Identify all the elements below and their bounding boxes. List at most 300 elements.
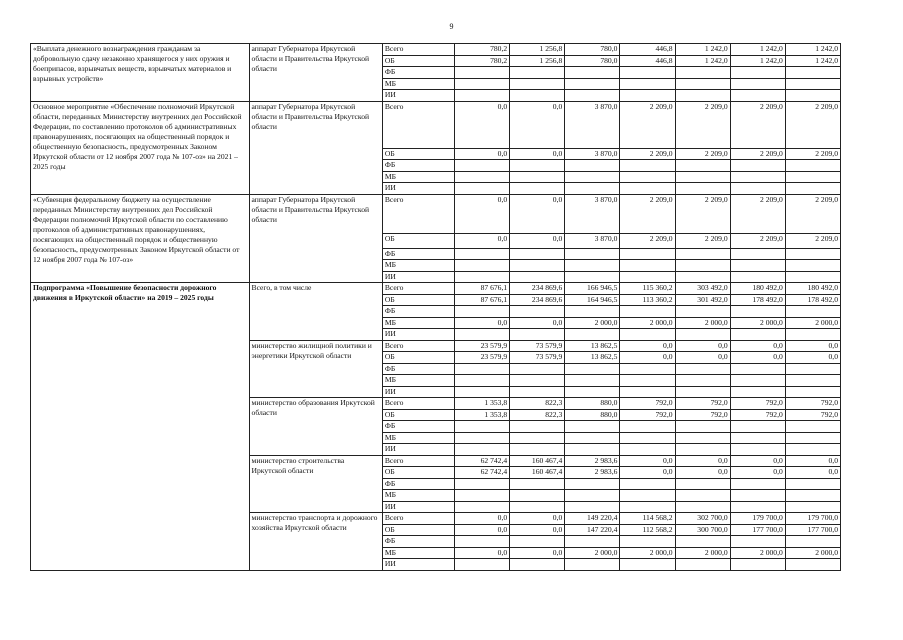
amount-cell: 23 579,9	[455, 340, 510, 352]
amount-cell	[675, 183, 730, 195]
funding-source-total: Всего	[382, 340, 454, 352]
funding-source-fb: ФБ	[382, 67, 454, 79]
amount-cell	[785, 386, 840, 398]
amount-cell	[565, 478, 620, 490]
amount-cell	[620, 78, 675, 90]
funding-source-ii: ИИ	[382, 559, 454, 571]
amount-cell	[565, 306, 620, 318]
amount-cell: 0,0	[510, 524, 565, 536]
amount-cell: 0,0	[455, 524, 510, 536]
table-row	[31, 101, 841, 148]
amount-cell: 2 209,0	[620, 233, 675, 248]
amount-cell: 178 492,0	[730, 294, 785, 306]
amount-cell	[455, 478, 510, 490]
amount-cell	[730, 78, 785, 90]
amount-cell	[785, 421, 840, 433]
activity-description: «Выплата денежного вознаграждения гражданам за добровольную сдачу незаконно хранящегося у них оружия и боеприпасов, взрывчатых веществ, взрывчатых материалов и взрывных устройств»	[31, 44, 250, 102]
amount-cell	[510, 329, 565, 341]
funding-source-ob: ОБ	[382, 294, 454, 306]
amount-cell: 0,0	[730, 352, 785, 364]
amount-cell	[455, 260, 510, 272]
amount-cell	[510, 90, 565, 102]
amount-cell	[730, 329, 785, 341]
amount-cell: 1 242,0	[675, 55, 730, 67]
amount-cell: 822,3	[510, 409, 565, 421]
amount-cell	[455, 90, 510, 102]
amount-cell	[675, 386, 730, 398]
amount-cell: 87 676,1	[455, 283, 510, 295]
funding-source-ob: ОБ	[382, 352, 454, 364]
amount-cell	[675, 536, 730, 548]
amount-cell	[510, 363, 565, 375]
funding-source-mb: МБ	[382, 317, 454, 329]
amount-cell	[455, 375, 510, 387]
amount-cell	[730, 421, 785, 433]
funding-source-fb: ФБ	[382, 421, 454, 433]
amount-cell	[620, 183, 675, 195]
amount-cell: 180 492,0	[785, 283, 840, 295]
amount-cell: 2 209,0	[675, 101, 730, 148]
amount-cell	[675, 171, 730, 183]
amount-cell: 780,2	[455, 44, 510, 56]
amount-cell: 1 242,0	[675, 44, 730, 56]
amount-cell	[620, 260, 675, 272]
amount-cell	[565, 421, 620, 433]
amount-cell	[785, 363, 840, 375]
amount-cell: 0,0	[510, 233, 565, 248]
amount-cell: 0,0	[730, 340, 785, 352]
amount-cell: 3 870,0	[565, 233, 620, 248]
amount-cell: 2 000,0	[565, 547, 620, 559]
amount-cell	[675, 78, 730, 90]
amount-cell	[785, 160, 840, 172]
amount-cell	[455, 271, 510, 283]
amount-cell: 1 256,8	[510, 55, 565, 67]
amount-cell	[455, 432, 510, 444]
amount-cell: 179 700,0	[785, 513, 840, 525]
amount-cell: 0,0	[510, 194, 565, 233]
amount-cell	[730, 67, 785, 79]
amount-cell	[455, 501, 510, 513]
amount-cell	[510, 444, 565, 456]
amount-cell: 792,0	[785, 398, 840, 410]
amount-cell: 2 209,0	[675, 148, 730, 160]
amount-cell	[785, 444, 840, 456]
amount-cell	[620, 501, 675, 513]
amount-cell: 0,0	[510, 101, 565, 148]
amount-cell	[730, 183, 785, 195]
amount-cell: 792,0	[675, 409, 730, 421]
amount-cell	[620, 444, 675, 456]
amount-cell	[730, 160, 785, 172]
funding-source-fb: ФБ	[382, 160, 454, 172]
amount-cell: 0,0	[620, 352, 675, 364]
amount-cell	[455, 329, 510, 341]
amount-cell	[675, 306, 730, 318]
amount-cell	[510, 271, 565, 283]
amount-cell	[785, 501, 840, 513]
amount-cell: 147 220,4	[565, 524, 620, 536]
amount-cell: 792,0	[620, 409, 675, 421]
amount-cell	[620, 478, 675, 490]
amount-cell: 160 467,4	[510, 455, 565, 467]
amount-cell: 1 242,0	[785, 44, 840, 56]
amount-cell: 0,0	[455, 101, 510, 148]
amount-cell	[730, 386, 785, 398]
amount-cell: 2 209,0	[620, 148, 675, 160]
amount-cell: 2 209,0	[785, 194, 840, 233]
amount-cell	[565, 329, 620, 341]
amount-cell	[620, 536, 675, 548]
amount-cell: 1 256,8	[510, 44, 565, 56]
funding-source-fb: ФБ	[382, 536, 454, 548]
amount-cell	[785, 67, 840, 79]
amount-cell	[675, 160, 730, 172]
funding-source-ii: ИИ	[382, 386, 454, 398]
funding-source-total: Всего	[382, 398, 454, 410]
amount-cell: 2 000,0	[730, 547, 785, 559]
executor-name: аппарат Губернатора Иркутской области и Правительства Иркутской области	[249, 194, 382, 283]
amount-cell	[675, 67, 730, 79]
amount-cell: 1 242,0	[730, 55, 785, 67]
executor-name: Всего, в том числе	[249, 283, 382, 341]
amount-cell	[730, 559, 785, 571]
amount-cell	[565, 78, 620, 90]
amount-cell: 2 209,0	[675, 233, 730, 248]
amount-cell	[620, 490, 675, 502]
amount-cell	[565, 248, 620, 260]
amount-cell: 2 000,0	[730, 317, 785, 329]
amount-cell: 880,0	[565, 398, 620, 410]
funding-source-total: Всего	[382, 44, 454, 56]
amount-cell: 0,0	[510, 148, 565, 160]
amount-cell	[785, 536, 840, 548]
amount-cell: 300 700,0	[675, 524, 730, 536]
amount-cell	[675, 478, 730, 490]
amount-cell: 177 700,0	[785, 524, 840, 536]
amount-cell	[455, 536, 510, 548]
amount-cell: 0,0	[620, 455, 675, 467]
amount-cell: 2 983,6	[565, 467, 620, 479]
table-row	[31, 194, 841, 233]
amount-cell	[675, 248, 730, 260]
amount-cell: 0,0	[785, 340, 840, 352]
amount-cell	[510, 501, 565, 513]
amount-cell: 1 242,0	[730, 44, 785, 56]
amount-cell: 446,8	[620, 55, 675, 67]
funding-source-ob: ОБ	[382, 467, 454, 479]
amount-cell	[510, 432, 565, 444]
amount-cell	[565, 536, 620, 548]
amount-cell	[675, 559, 730, 571]
amount-cell: 0,0	[510, 547, 565, 559]
amount-cell	[565, 432, 620, 444]
amount-cell	[565, 160, 620, 172]
amount-cell: 3 870,0	[565, 101, 620, 148]
amount-cell	[730, 271, 785, 283]
executor-name: министерство транспорта и дорожного хозяйства Иркутской области	[249, 513, 382, 571]
amount-cell	[785, 90, 840, 102]
amount-cell	[730, 444, 785, 456]
amount-cell: 0,0	[510, 317, 565, 329]
amount-cell	[620, 306, 675, 318]
amount-cell	[620, 363, 675, 375]
amount-cell: 2 000,0	[620, 547, 675, 559]
amount-cell: 180 492,0	[730, 283, 785, 295]
amount-cell	[730, 536, 785, 548]
funding-source-total: Всего	[382, 194, 454, 233]
amount-cell	[510, 421, 565, 433]
amount-cell: 2 209,0	[620, 194, 675, 233]
funding-source-ob: ОБ	[382, 524, 454, 536]
funding-source-mb: МБ	[382, 547, 454, 559]
amount-cell: 1 242,0	[785, 55, 840, 67]
amount-cell: 3 870,0	[565, 148, 620, 160]
amount-cell: 0,0	[455, 513, 510, 525]
amount-cell: 0,0	[675, 340, 730, 352]
amount-cell	[730, 478, 785, 490]
amount-cell	[785, 78, 840, 90]
amount-cell	[565, 90, 620, 102]
amount-cell: 446,8	[620, 44, 675, 56]
amount-cell: 2 209,0	[730, 233, 785, 248]
amount-cell	[455, 444, 510, 456]
amount-cell: 234 869,6	[510, 294, 565, 306]
amount-cell	[675, 329, 730, 341]
amount-cell	[510, 260, 565, 272]
amount-cell	[565, 559, 620, 571]
amount-cell: 164 946,5	[565, 294, 620, 306]
amount-cell: 792,0	[730, 398, 785, 410]
amount-cell: 2 000,0	[675, 547, 730, 559]
amount-cell	[510, 78, 565, 90]
amount-cell	[730, 490, 785, 502]
amount-cell	[730, 432, 785, 444]
amount-cell: 112 568,2	[620, 524, 675, 536]
amount-cell	[785, 183, 840, 195]
amount-cell: 0,0	[675, 455, 730, 467]
amount-cell	[565, 490, 620, 502]
budget-table	[30, 43, 841, 571]
amount-cell: 302 700,0	[675, 513, 730, 525]
funding-source-ob: ОБ	[382, 233, 454, 248]
amount-cell: 303 492,0	[675, 283, 730, 295]
amount-cell: 62 742,4	[455, 467, 510, 479]
amount-cell: 3 870,0	[565, 194, 620, 233]
amount-cell: 792,0	[730, 409, 785, 421]
amount-cell	[455, 183, 510, 195]
amount-cell	[730, 306, 785, 318]
amount-cell: 0,0	[730, 467, 785, 479]
amount-cell	[675, 444, 730, 456]
amount-cell: 780,2	[455, 55, 510, 67]
amount-cell: 0,0	[510, 513, 565, 525]
amount-cell: 0,0	[455, 194, 510, 233]
amount-cell: 2 000,0	[785, 317, 840, 329]
amount-cell	[455, 78, 510, 90]
amount-cell	[455, 421, 510, 433]
amount-cell	[455, 363, 510, 375]
amount-cell: 792,0	[620, 398, 675, 410]
amount-cell	[620, 375, 675, 387]
amount-cell: 2 209,0	[675, 194, 730, 233]
funding-source-ob: ОБ	[382, 148, 454, 160]
funding-source-fb: ФБ	[382, 248, 454, 260]
amount-cell: 62 742,4	[455, 455, 510, 467]
funding-source-fb: ФБ	[382, 363, 454, 375]
funding-source-ii: ИИ	[382, 90, 454, 102]
amount-cell	[785, 248, 840, 260]
activity-description: «Субвенция федеральному бюджету на осуществление переданных Министерству внутренних дел Российской Федерации полномочий Иркутской области по составлению протоколов об административных правонарушениях, посягающих на общественный порядок и общественную безопасность, предусмотренных Законом Иркутской области от 12 ноября 2007 года № 107-оз»	[31, 194, 250, 283]
amount-cell: 0,0	[455, 317, 510, 329]
amount-cell: 114 568,2	[620, 513, 675, 525]
amount-cell	[620, 432, 675, 444]
amount-cell	[620, 386, 675, 398]
funding-source-total: Всего	[382, 283, 454, 295]
amount-cell: 822,3	[510, 398, 565, 410]
amount-cell	[510, 171, 565, 183]
amount-cell	[785, 478, 840, 490]
amount-cell: 0,0	[730, 455, 785, 467]
amount-cell	[785, 329, 840, 341]
amount-cell: 2 000,0	[620, 317, 675, 329]
funding-source-total: Всего	[382, 101, 454, 148]
amount-cell: 13 862,5	[565, 352, 620, 364]
amount-cell	[455, 171, 510, 183]
amount-cell: 160 467,4	[510, 467, 565, 479]
amount-cell	[785, 171, 840, 183]
amount-cell	[730, 171, 785, 183]
amount-cell	[510, 559, 565, 571]
amount-cell	[730, 375, 785, 387]
amount-cell: 780,0	[565, 55, 620, 67]
amount-cell	[510, 160, 565, 172]
amount-cell	[675, 271, 730, 283]
amount-cell	[510, 183, 565, 195]
amount-cell	[730, 248, 785, 260]
funding-source-total: Всего	[382, 513, 454, 525]
amount-cell: 0,0	[455, 547, 510, 559]
amount-cell	[785, 559, 840, 571]
funding-source-mb: МБ	[382, 375, 454, 387]
amount-cell: 780,0	[565, 44, 620, 56]
amount-cell: 73 579,9	[510, 352, 565, 364]
amount-cell	[565, 501, 620, 513]
amount-cell: 0,0	[620, 340, 675, 352]
amount-cell: 2 209,0	[785, 101, 840, 148]
executor-name: министерство образования Иркутской области	[249, 398, 382, 456]
amount-cell	[455, 306, 510, 318]
amount-cell	[565, 171, 620, 183]
amount-cell: 2 000,0	[785, 547, 840, 559]
amount-cell	[730, 90, 785, 102]
amount-cell	[510, 490, 565, 502]
amount-cell	[785, 490, 840, 502]
funding-source-mb: МБ	[382, 260, 454, 272]
amount-cell	[785, 271, 840, 283]
amount-cell: 2 983,6	[565, 455, 620, 467]
table-row	[31, 283, 841, 295]
amount-cell: 1 353,8	[455, 409, 510, 421]
amount-cell	[510, 536, 565, 548]
amount-cell: 2 000,0	[675, 317, 730, 329]
amount-cell	[455, 490, 510, 502]
amount-cell	[510, 248, 565, 260]
amount-cell	[675, 90, 730, 102]
amount-cell: 2 209,0	[785, 148, 840, 160]
amount-cell	[510, 478, 565, 490]
amount-cell: 0,0	[620, 467, 675, 479]
amount-cell: 0,0	[785, 352, 840, 364]
amount-cell	[675, 375, 730, 387]
amount-cell	[565, 183, 620, 195]
executor-name: аппарат Губернатора Иркутской области и Правительства Иркутской области	[249, 44, 382, 102]
amount-cell: 73 579,9	[510, 340, 565, 352]
funding-source-fb: ФБ	[382, 306, 454, 318]
amount-cell: 1 353,8	[455, 398, 510, 410]
amount-cell: 880,0	[565, 409, 620, 421]
amount-cell	[675, 501, 730, 513]
amount-cell: 2 209,0	[730, 101, 785, 148]
amount-cell	[510, 67, 565, 79]
amount-cell	[565, 375, 620, 387]
amount-cell: 301 492,0	[675, 294, 730, 306]
amount-cell: 0,0	[785, 467, 840, 479]
amount-cell	[785, 432, 840, 444]
amount-cell: 2 209,0	[730, 194, 785, 233]
amount-cell	[565, 271, 620, 283]
amount-cell: 2 000,0	[565, 317, 620, 329]
funding-source-ii: ИИ	[382, 501, 454, 513]
amount-cell	[730, 501, 785, 513]
amount-cell: 13 862,5	[565, 340, 620, 352]
funding-source-mb: МБ	[382, 171, 454, 183]
amount-cell	[510, 386, 565, 398]
amount-cell	[620, 160, 675, 172]
amount-cell	[785, 375, 840, 387]
amount-cell	[785, 306, 840, 318]
amount-cell: 149 220,4	[565, 513, 620, 525]
amount-cell	[675, 421, 730, 433]
amount-cell: 2 209,0	[785, 233, 840, 248]
amount-cell	[730, 363, 785, 375]
amount-cell: 2 209,0	[620, 101, 675, 148]
amount-cell: 2 209,0	[730, 148, 785, 160]
amount-cell: 792,0	[785, 409, 840, 421]
amount-cell: 115 360,2	[620, 283, 675, 295]
amount-cell	[620, 248, 675, 260]
amount-cell: 0,0	[675, 467, 730, 479]
amount-cell: 113 360,2	[620, 294, 675, 306]
funding-source-ob: ОБ	[382, 409, 454, 421]
executor-name: аппарат Губернатора Иркутской области и Правительства Иркутской области	[249, 101, 382, 194]
amount-cell: 0,0	[675, 352, 730, 364]
amount-cell	[620, 171, 675, 183]
amount-cell: 0,0	[455, 233, 510, 248]
amount-cell	[730, 260, 785, 272]
funding-source-total: Всего	[382, 455, 454, 467]
amount-cell	[675, 432, 730, 444]
amount-cell	[620, 421, 675, 433]
amount-cell: 179 700,0	[730, 513, 785, 525]
amount-cell	[620, 271, 675, 283]
amount-cell: 234 869,6	[510, 283, 565, 295]
amount-cell	[785, 260, 840, 272]
amount-cell	[510, 306, 565, 318]
funding-source-ii: ИИ	[382, 329, 454, 341]
funding-source-ob: ОБ	[382, 55, 454, 67]
amount-cell	[565, 444, 620, 456]
